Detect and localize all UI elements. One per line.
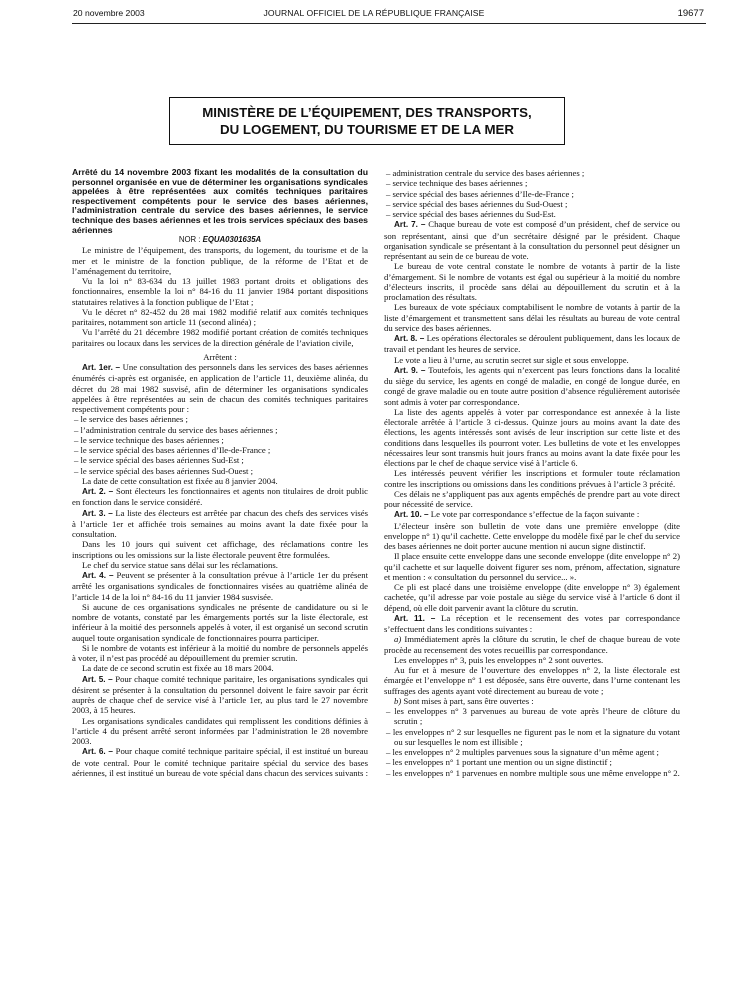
article-11: Art. 11. – La réception et le recensement des votes par correspondance s’effectuent dans les conditions suivantes : [384, 612, 680, 634]
article-9-para-3: Les intéressés peuvent vérifier les inscriptions et formuler toute réclamation contre les inscriptions ou omissions dans les conditions prévues à l’article 3 précité. [384, 468, 680, 489]
ministry-line-1: MINISTÈRE DE L’ÉQUIPEMENT, DES TRANSPORTS, [202, 105, 532, 120]
article-10-para-4: Ce pli est placé dans une troisième enveloppe (dite enveloppe n° 3) également cachetée, qu’il adresse par voie postale au siège du service visé à l’article 6 dont il dépend, où elle doit parvenir avant la clôture du scrutin. [384, 582, 680, 613]
ministry-line-2: DU LOGEMENT, DU TOURISME ET DE LA MER [219, 122, 515, 137]
left-column [72, 168, 368, 778]
article-3-label: Art. 3. – [82, 508, 113, 518]
ministry-box [169, 97, 565, 145]
article-10: Art. 10. – Le vote par correspondance s’effectue de la façon suivante : [394, 509, 640, 520]
decree-title: Arrêté du 14 novembre 2003 fixant les modalités de la consultation du personnel organisée en vue de déterminer les organisations syndicales appelées à être représentées aux comités techniques paritaires respectivement compétents pour le service des bases aériennes, l’administration centrale du service des bases aériennes, le service technique des bases aériennes et les trois services spéciaux des bases aériennes [72, 167, 368, 235]
article-6: Art. 6. – Pour chaque comité technique paritaire spécial, il est institué un bureau de vote central. Pour le comité technique paritaire spécial du service des bases aériennes, il est institué un bureau de vote spécial dans chacun des services suivants : [72, 746, 369, 778]
page-header [0, 8, 748, 22]
article-4-para-4: La date de ce second scrutin est fixée au 18 mars 2004. [82, 663, 274, 674]
list-item: – service spécial des bases aériennes du Sud-Ouest ; [386, 198, 568, 209]
article-1-label: Art. 1er. – [82, 363, 121, 373]
list-item: – les enveloppes n° 1 portant une mention ou un signe distinctif ; [386, 757, 612, 768]
article-11-point-b: b) Sont mises à part, sans être ouvertes : [394, 695, 534, 706]
article-11-point-a: a) Immédiatement après la clôture du scrutin, le chef de chaque bureau de vote procède au recensement des votes recueillis par correspondance. [384, 634, 680, 655]
list-item: – l’administration centrale du service des bases aériennes ; [74, 424, 278, 435]
nor-reference [72, 235, 368, 245]
arretent: Arrêtent : [203, 351, 237, 362]
article-10-label: Art. 10. – [394, 510, 429, 520]
list-item: – service spécial des bases aériennes d’Ile-de-France ; [386, 188, 574, 199]
preamble-vu-loi: Vu la loi n° 83-634 du 13 juillet 1983 portant droits et obligations des fonctionnaires, ensemble la loi n° 84-16 du 11 janvier 1984 portant dispositions statutaires relatives à la fonction publique de l’Etat ; [72, 276, 368, 307]
list-item: – le service spécial des bases aériennes Sud-Ouest ; [74, 465, 253, 476]
article-8-para-2: Le vote a lieu à l’urne, au scrutin secret sur sigle et sous enveloppe. [394, 354, 629, 365]
list-item: – les enveloppes n° 2 multiples parvenues sous la signature d’un même agent ; [386, 747, 659, 757]
article-11-para-3: Au fur et à mesure de l’ouverture des enveloppes n° 2, la liste électorale est émargée et l’enveloppe n° 1 est déposée, sans être ouverte, dans l’urne contenant les suffrages des agents ayant voté directement au bureau de vote ; [384, 665, 680, 696]
article-3-para-2: Dans les 10 jours qui suivent cet affichage, des réclamations contre les inscriptions ou les omissions sur la liste électorale peuvent être formulées. [72, 539, 368, 560]
article-9-label: Art. 9. – [394, 365, 426, 375]
article-5-label: Art. 5. – [82, 674, 113, 684]
list-item: – les enveloppes n° 2 sur lesquelles ne figurent pas le nom et la signature du votant ou sur lesquelles le nom est illisible ; [386, 726, 680, 747]
list-item: – administration centrale du service des bases aériennes ; [386, 168, 585, 178]
article-8: Art. 8. – Les opérations électorales se déroulent publiquement, dans les locaux de travail et pendant les heures de service. [384, 333, 680, 355]
article-3-para-3: Le chef du service statue sans délai sur les réclamations. [82, 559, 278, 570]
preamble-ministers: Le ministre de l’équipement, des transports, du logement, du tourisme et de la mer et le ministre de la fonction publique, de la réforme de l’Etat et de l’aménagement du territoire, [72, 245, 368, 276]
article-4-label: Art. 4. – [82, 571, 114, 581]
article-4-para-3: Si le nombre de votants est inférieur à la moitié du nombre de personnels appelés à voter, il n’est pas procédé au dépouillement du premier scrutin. [72, 642, 368, 664]
article-1-text: Une consultation des personnels dans les services des bases aériennes énumérés ci-après est organisée, en application de l’article 11, deuxième alinéa, du décret du 28 mai 1982 susvisé, afin de déterminer les organisations syndicales appelées à être représentées au sein de chacun des comités techniques paritaires respectivement compétents pour : [72, 362, 369, 415]
header-journal-title: JOURNAL OFFICIEL DE LA RÉPUBLIQUE FRANÇAISE [263, 8, 485, 18]
article-1 [72, 362, 368, 414]
article-5: Art. 5. – Pour chaque comité technique paritaire, les organisations syndicales qui désirent se présenter à la consultation du personnel doivent le faire savoir par écrit auprès de chaque chef de service visé à l’article 1er, au plus tard le 27 novembre 2003, à 15 heures. [72, 673, 368, 716]
header-rule [72, 23, 706, 24]
article-11-para-2: Les enveloppes n° 3, puis les enveloppes n° 2 sont ouvertes. [394, 654, 604, 665]
article-7-para-2: Le bureau de vote central constate le nombre de votants à partir de la liste d’émargement. Si le nombre de votants est égal ou supérieur à la moitié du nombre d’électeurs inscrits, il procède sans délai au dépouillement du scrutin et à la proclamation des résultats. [384, 261, 680, 302]
list-item: – service technique des bases aériennes ; [386, 178, 528, 189]
article-6-label: Art. 6. – [82, 747, 113, 757]
article-10-para-3: Il place ensuite cette enveloppe dans une seconde enveloppe (dite enveloppe n° 2) qu’il cachette et sur laquelle doivent figurer ses nom, prénom, affectation, signature et mention : « consultation du personnel du service... ». [384, 551, 680, 582]
article-11-label: Art. 11. – [394, 613, 436, 623]
article-8-label: Art. 8. – [394, 334, 425, 343]
list-item: – le service spécial des bases aériennes d’Ile-de-France ; [74, 445, 271, 456]
article-5-para-2: Les organisations syndicales candidates qui remplissent les conditions définies à l’article 4 du présent arrêté seront informées par l’administration le 28 novembre 2003. [72, 715, 368, 747]
list-item: – le service technique des bases aériennes ; [74, 434, 224, 445]
article-7: Art. 7. – Chaque bureau de vote est composé d’un président, chef de service ou son représentant, ainsi que d’un secrétaire désigné par le président. Chaque organisation syndicale se présentant à la consultation du personnel peut désigner un représentant au sein de ce bureau de vote. [384, 219, 680, 261]
list-item: – les enveloppes n° 3 parvenues au bureau de vote après l’heure de clôture du scrutin ; [386, 706, 680, 727]
article-2-label: Art. 2. – [82, 487, 114, 497]
right-column [384, 168, 680, 778]
header-date: 20 novembre 2003 [73, 8, 145, 18]
header-page-number: 19677 [677, 8, 704, 19]
article-4-para-2: Si aucune de ces organisations syndicales ne présente de candidature ou si le nombre de votants, constaté par les émargements portés sur la liste électorale, est inférieur à la moitié des personnels appelés à voter, il est organisé un second scrutin auquel toute organisation syndicale de fonctionnaires pourra participer. [72, 601, 368, 643]
article-10-para-2: L’électeur insère son bulletin de vote dans une première enveloppe (dite enveloppe n° 1) qu’il cachette. Cette enveloppe du modèle fixé par le chef du service des bases aériennes ne doit porter aucune mention ni aucun signe distinctif. [384, 520, 680, 551]
preamble-vu-arrete: Vu l’arrêté du 21 décembre 1982 modifié portant création de comités techniques paritaires ou locaux dans les services de la direction générale de l’aviation civile, [72, 327, 368, 348]
list-item: – le service spécial des bases aériennes Sud-Est ; [74, 455, 244, 466]
article-1-date: La date de cette consultation est fixée au 8 janvier 2004. [82, 475, 278, 486]
article-9-para-4: Ces délais ne s’appliquent pas aux agents empêchés de prendre part au vote direct pour nécessité de service. [384, 488, 680, 509]
list-item: – service spécial des bases aériennes du Sud-Est. [386, 209, 556, 219]
article-4: Art. 4. – Peuvent se présenter à la consultation prévue à l’article 1er du présent arrêté les organisations syndicales de fonctionnaires visées au quatrième alinéa de l’article 14 de la loi n° 84-16 du 11 janvier 1984 susvisée. [72, 570, 368, 602]
article-9-para-2: La liste des agents appelés à voter par correspondance est annexée à la liste électorale arrêtée à l’article 3 ci-dessus. Quinze jours au moins avant la date des élections, les agents intéressés sont avisés de leur inscription sur cette liste et des conditions dans lesquelles ils pourront voter. Les bulletins de vote et les enveloppes nécessaires leur sont transmis huit jours francs au moins avant la date fixée pour les élections par le chef de chaque service visé à l’article 6. [384, 406, 680, 468]
article-2: Art. 2. – Sont électeurs les fonctionnaires et agents non titulaires de droit public en fonction dans le service considéré. [72, 486, 368, 508]
nor-label: NOR : [178, 235, 201, 245]
article-7-label: Art. 7. – [394, 220, 426, 230]
list-item: – le service des bases aériennes ; [74, 414, 188, 425]
list-item: – les enveloppes n° 1 parvenues en nombre multiple sous une même enveloppe n° 2. [386, 767, 680, 778]
article-9: Art. 9. – Toutefois, les agents qui n’exercent pas leurs fonctions dans la localité du siège du service, les agents en congé de maladie, en congé de longue durée, en congé de grave maladie ou en toute autre position d’absence régulièrement autorisée sont admis à voter par correspondance. [384, 364, 680, 407]
preamble-vu-decret: Vu le décret n° 82-452 du 28 mai 1982 modifié relatif aux comités techniques paritaires, notamment son article 11 (second alinéa) ; [72, 306, 368, 328]
article-3: Art. 3. – La liste des électeurs est arrêtée par chacun des chefs des services visés à l’article 1er et affichée trois semaines au moins avant la date fixée pour la consultation. [72, 507, 368, 540]
article-7-para-3: Les bureaux de vote spéciaux comptabilisent le nombre de votants à partir de la liste d’émargement et transmettent sans délai les résultats au bureau de vote central du service des bases aériennes. [384, 302, 680, 333]
nor-value: EQUA0301635A [202, 235, 262, 245]
